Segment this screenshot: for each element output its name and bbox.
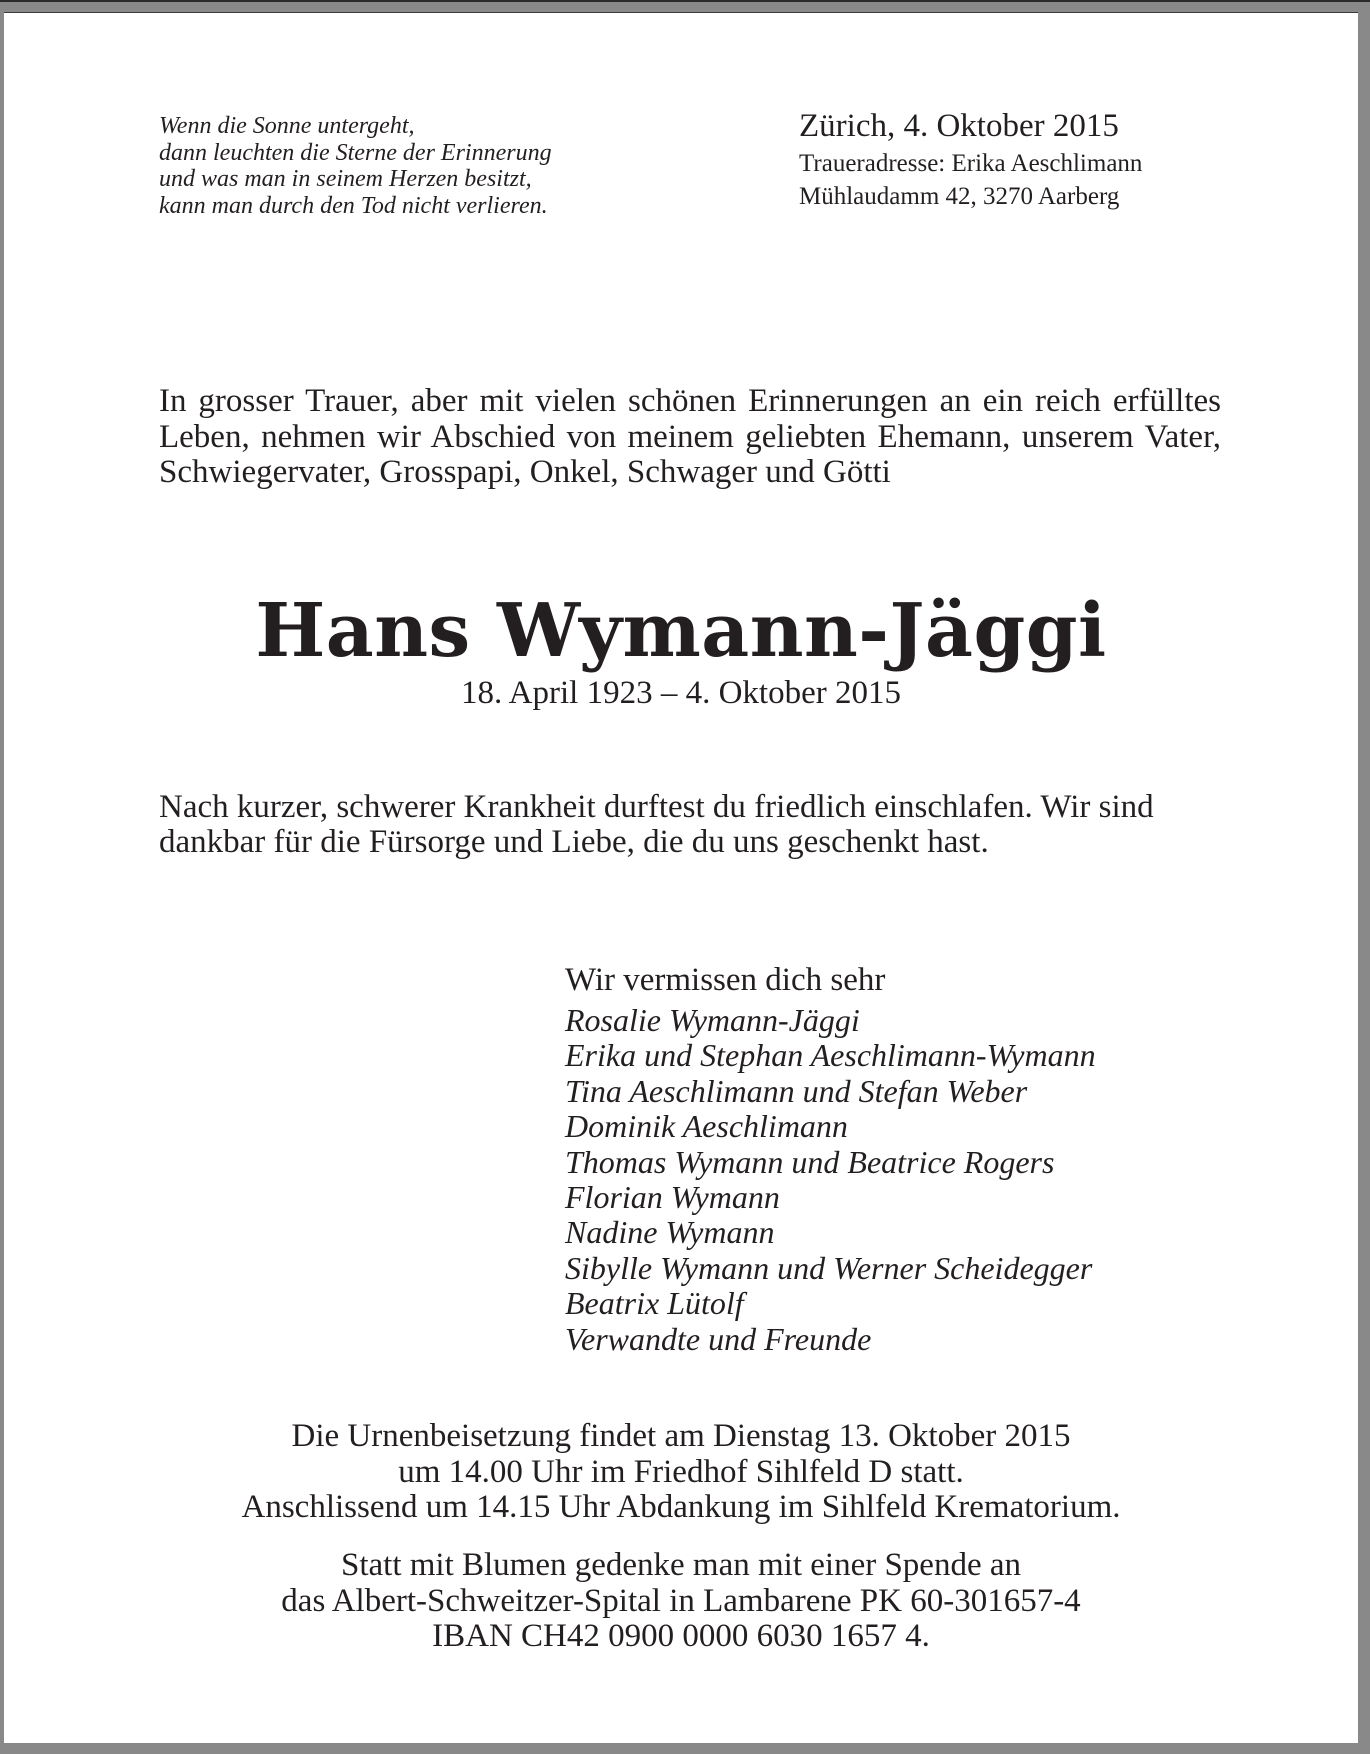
motto-line: kann man durch den Tod nicht verlieren. bbox=[159, 192, 548, 219]
mourner-name: Florian Wymann bbox=[565, 1179, 780, 1216]
intro-paragraph: In grosser Trauer, aber mit vielen schönen Erinnerungen an ein reich erfülltes Leben, nehmen wir Abschied von meinem geliebten Ehemann, unserem Vater, Schwiegervater, Grosspapi, Onkel, Schwager und Götti bbox=[159, 383, 1221, 490]
burial-line: um 14.00 Uhr im Friedhof Sihlfeld D statt. bbox=[398, 1453, 964, 1490]
mourner-name: Sibylle Wymann und Werner Scheidegger bbox=[565, 1249, 1093, 1286]
donation-line: das Albert-Schweitzer-Spital in Lambarene PK 60-301657-4 bbox=[281, 1582, 1081, 1619]
deceased-name: Hans Wymann-Jäggi bbox=[255, 588, 1107, 674]
mourner-name: Tina Aeschlimann und Stefan Weber bbox=[565, 1072, 1028, 1109]
mourning-address-line: Traueradresse: Erika Aeschlimann bbox=[799, 150, 1143, 177]
burial-line: Die Urnenbeisetzung findet am Dienstag 13. Oktober 2015 bbox=[291, 1418, 1071, 1454]
mourner-name: Beatrix Lütolf bbox=[565, 1285, 744, 1322]
donation-line: IBAN CH42 0900 0000 6030 1657 4. bbox=[432, 1618, 930, 1654]
mourning-address-line: Mühlaudamm 42, 3270 Aarberg bbox=[799, 183, 1120, 210]
life-dates: 18. April 1923 – 4. Oktober 2015 bbox=[461, 675, 901, 711]
donation-info bbox=[4, 1548, 1358, 1655]
burial-line: Anschlissend um 14.15 Uhr Abdankung im Sihlfeld Krematorium. bbox=[241, 1489, 1121, 1525]
motto-line: Wenn die Sonne untergeht, bbox=[159, 113, 415, 139]
place-date: Zürich, 4. Oktober 2015 bbox=[799, 108, 1119, 144]
message-paragraph: Nach kurzer, schwerer Krankheit durftest du friedlich einschlafen. Wir sind dankbar für die Fürsorge und Liebe, die du uns geschenkt hast. bbox=[159, 789, 1154, 860]
mourners-heading: Wir vermissen dich sehr bbox=[565, 962, 886, 998]
mourner-name: Erika und Stephan Aeschlimann-Wymann bbox=[565, 1037, 1096, 1074]
mourner-name: Thomas Wymann und Beatrice Rogers bbox=[565, 1143, 1055, 1180]
mourners-list bbox=[565, 958, 1096, 1357]
mourner-name: Nadine Wymann bbox=[565, 1214, 775, 1251]
burial-info bbox=[4, 1419, 1358, 1526]
header-block bbox=[799, 105, 1142, 213]
donation-line: Statt mit Blumen gedenke man mit einer Spende an bbox=[340, 1547, 1021, 1583]
mourner-name: Rosalie Wymann-Jäggi bbox=[565, 1002, 860, 1038]
motto-poem bbox=[159, 113, 679, 219]
motto-line: dann leuchten die Sterne der Erinnerung bbox=[159, 139, 552, 166]
motto-line: und was man in seinem Herzen besitzt, bbox=[159, 166, 532, 192]
obituary-page bbox=[4, 12, 1358, 1743]
mourner-name: Verwandte und Freunde bbox=[565, 1320, 872, 1357]
viewer-top-edge bbox=[0, 0, 1370, 2]
mourner-name: Dominik Aeschlimann bbox=[565, 1108, 848, 1145]
